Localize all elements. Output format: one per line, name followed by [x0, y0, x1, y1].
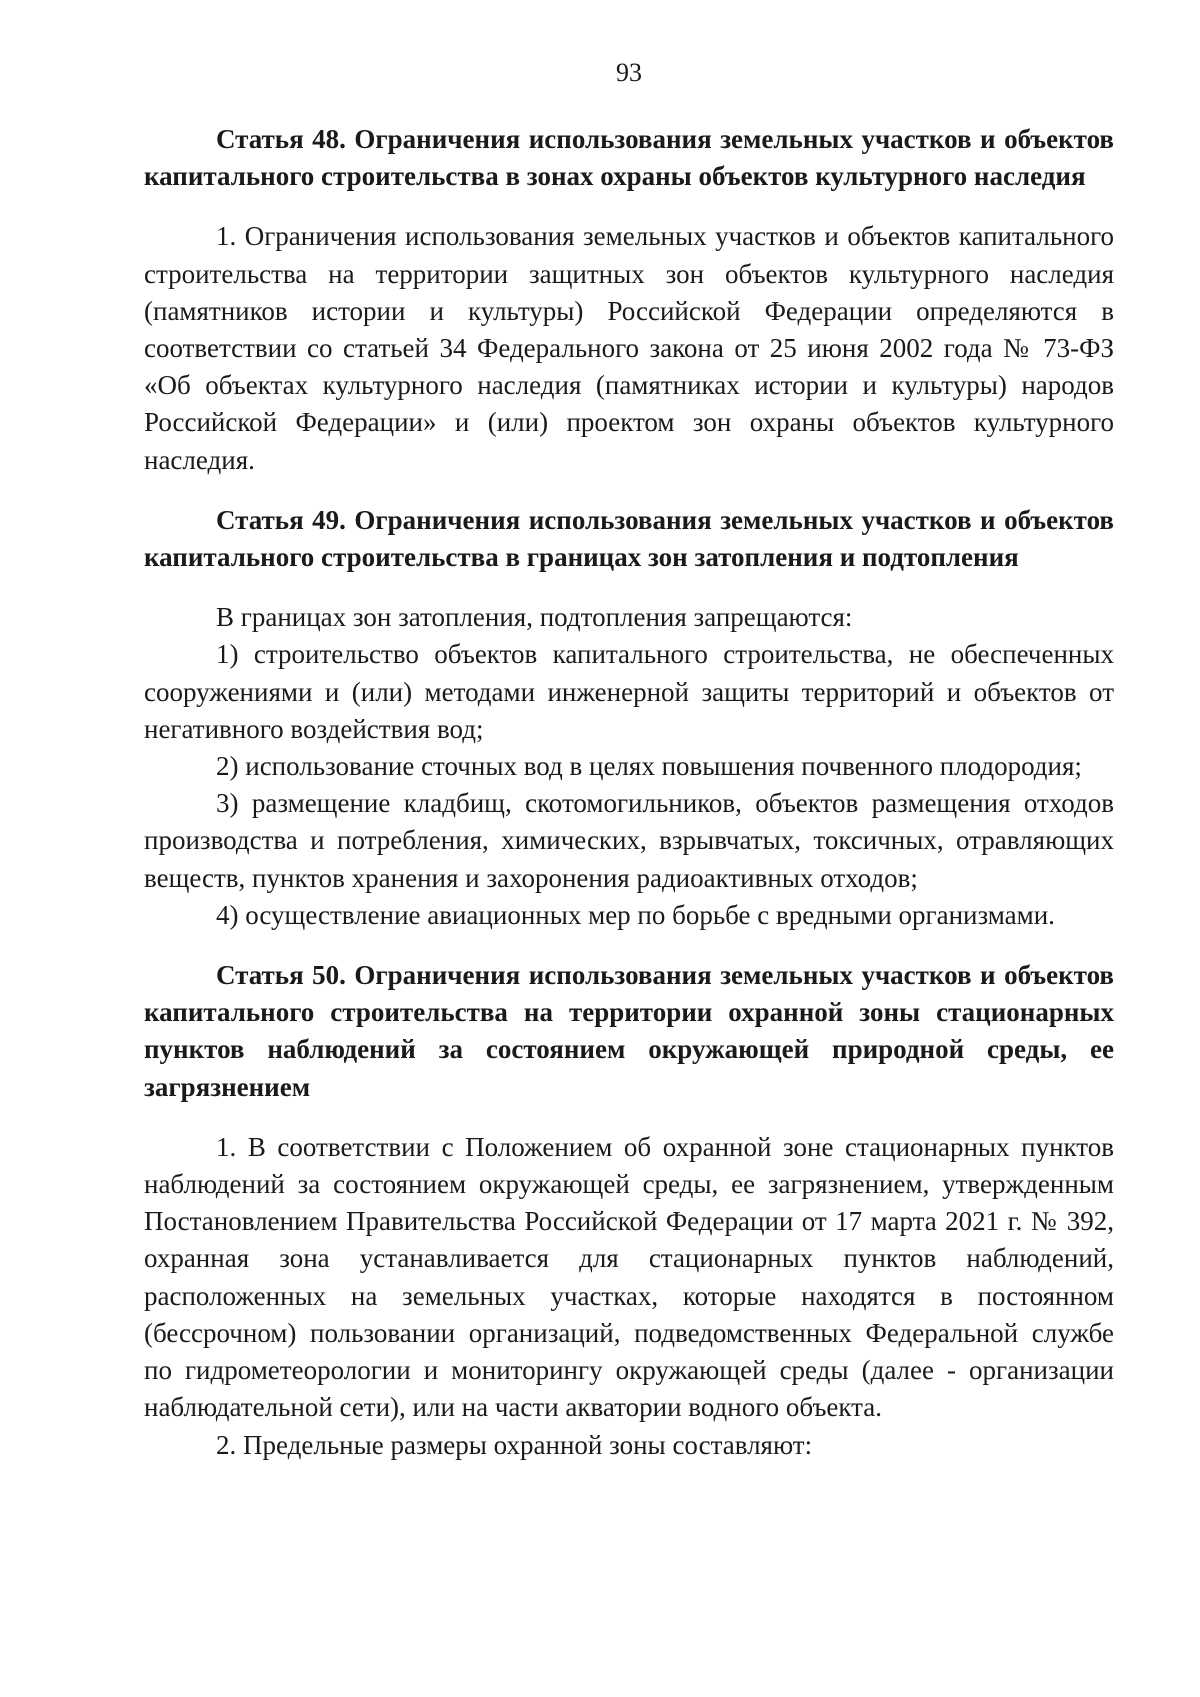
article-heading: Статья 50. Ограничения использования земельных участков и объектов капитального строительства на территории охранной зоны стационарных пунктов наблюдений за состоянием окружающей природной среды, ее загрязнением [144, 960, 1114, 1102]
list-item: 4) осуществление авиационных мер по борьбе с вредными организмами. [216, 899, 1055, 930]
paragraph: В границах зон затопления, подтопления запрещаются: [216, 602, 853, 633]
list-item: 1) строительство объектов капитального строительства, не обеспеченных сооружениями и (или) методами инженерной защиты территорий и объектов от негативного воздействия вод; [144, 639, 1114, 744]
article-50 [144, 957, 1114, 1464]
paragraph: 1. Ограничения использования земельных участков и объектов капитального строительства на территории защитных зон объектов культурного наследия (памятников истории и культуры) Российской Федерации определяются в соответствии со статьей 34 Федерального закона от 25 июня 2002 года № 73-ФЗ «Об объектах культурного наследия (памятниках истории и культуры) народов Российской Федерации» и (или) проектом зон охраны объектов культурного наследия. [144, 221, 1114, 475]
article-49 [144, 502, 1114, 934]
list-item: 2) использование сточных вод в целях повышения почвенного плодородия; [216, 751, 1082, 782]
paragraph: 2. Предельные размеры охранной зоны составляют: [216, 1429, 813, 1460]
page-number: 93 [616, 58, 642, 87]
article-heading: Статья 49. Ограничения использования земельных участков и объектов капитального строительства в границах зон затопления и подтопления [144, 504, 1114, 573]
document-body [144, 121, 1114, 1464]
list-item: 3) размещение кладбищ, скотомогильников, объектов размещения отходов производства и потребления, химических, взрывчатых, токсичных, отравляющих веществ, пунктов хранения и захоронения радиоактивных отходов; [144, 788, 1114, 893]
article-heading: Статья 48. Ограничения использования земельных участков и объектов капитального строительства в зонах охраны объектов культурного наследия [144, 124, 1114, 192]
paragraph: 1. В соответствии с Положением об охранной зоне стационарных пунктов наблюдений за состоянием окружающей среды, ее загрязнением, утвержденным Постановлением Правительства Российской Федерации от 17 марта 2021 г. № 392, охранная зона устанавливается для стационарных пунктов наблюдений, расположенных на земельных участках, которые находятся в постоянном (бессрочном) пользовании организаций, подведомственных Федеральной службе по гидрометеорологии и мониторингу окружающей среды (далее - организации наблюдательной сети), или на части акватории водного объекта. [144, 1131, 1114, 1423]
article-48 [144, 121, 1114, 479]
